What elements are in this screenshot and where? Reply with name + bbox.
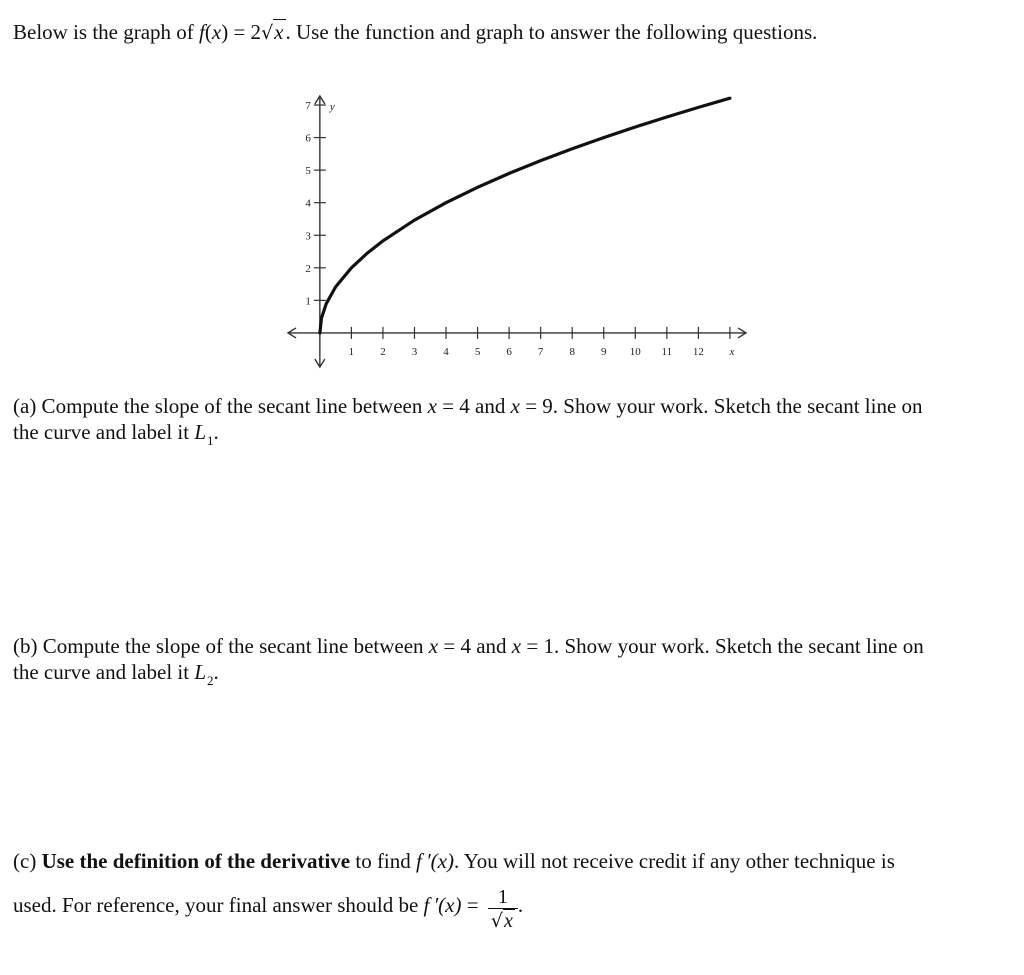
part-a-text: (a) Compute the slope of the secant line between	[13, 394, 428, 418]
y-tick-label: 5	[305, 165, 311, 178]
part-a-period: .	[213, 420, 219, 444]
function-paren-open: (	[204, 20, 212, 44]
function-graph	[282, 92, 752, 372]
sqrt-expression	[261, 19, 285, 46]
x-tick-label: 10	[629, 345, 641, 358]
part-b-var-2: x	[511, 634, 522, 658]
secant-label-L2: L	[194, 660, 207, 684]
derivative-symbol-2: f ′	[423, 893, 439, 917]
part-a-line-2	[13, 419, 219, 448]
intro-text-after: . Use the function and graph to answer the following questions.	[285, 20, 818, 44]
part-c-line-1	[13, 848, 895, 874]
x-tick-label: 6	[506, 345, 512, 358]
radical-icon: √	[490, 909, 503, 932]
answer-equals: =	[461, 893, 484, 917]
answer-period: .	[517, 893, 524, 917]
part-a-var-1: x	[427, 394, 437, 418]
denominator-radicand: x	[503, 909, 513, 932]
x-tick-label: 11	[661, 345, 673, 358]
part-a-eq-1: = 4 and	[436, 394, 511, 418]
part-c-bold-instruction: Use the definition of the derivative	[41, 849, 351, 873]
part-b-line-2	[13, 659, 219, 688]
part-b-text: (b) Compute the slope of the secant line between	[13, 634, 429, 658]
x-tick-label: 4	[443, 345, 449, 358]
derivative-symbol: f ′	[416, 849, 431, 873]
part-a-label-text: the curve and label it	[13, 420, 195, 444]
y-tick-label: 6	[305, 132, 311, 145]
part-c-mid: to find	[350, 849, 417, 873]
function-paren-close: )	[221, 20, 229, 44]
y-axis-label: y	[329, 101, 335, 113]
x-tick-label: 2	[380, 345, 386, 358]
part-b-eq-2: = 1. Show your work. Sketch the secant line on	[521, 634, 924, 658]
derivative-argument: (x)	[430, 849, 454, 873]
radicand: x	[274, 20, 284, 44]
axis-ticks	[314, 105, 730, 339]
secant-label-L1: L	[194, 420, 207, 444]
part-b-var-1: x	[428, 634, 439, 658]
part-b-line-1	[13, 633, 924, 659]
function-equals: = 2	[228, 20, 262, 44]
denominator-sqrt	[491, 909, 515, 933]
radical-icon: √	[261, 22, 274, 44]
intro-text-before: Below is the graph of	[13, 20, 200, 44]
part-a-line-1	[13, 393, 923, 419]
y-tick-label: 7	[305, 100, 311, 113]
function-name: f	[199, 20, 205, 44]
part-b-label-text: the curve and label it	[13, 660, 195, 684]
function-variable: x	[211, 20, 222, 44]
axes	[288, 96, 746, 367]
y-tick-label: 4	[305, 197, 311, 210]
secant-label-subscript-1: 1	[207, 433, 214, 448]
x-tick-label: 1	[348, 345, 355, 358]
intro-line	[13, 19, 817, 46]
x-tick-label: 8	[569, 345, 575, 358]
part-a-var-2: x	[510, 394, 520, 418]
part-c-text-after: . You will not receive credit if any other technique is	[453, 849, 895, 873]
answer-fraction	[488, 886, 518, 933]
tick-labels	[305, 100, 734, 358]
part-a-eq-2: = 9. Show your work. Sketch the secant line on	[519, 394, 923, 418]
secant-label-subscript-2: 2	[207, 673, 214, 688]
y-tick-label: 1	[305, 295, 311, 308]
fraction-numerator: 1	[497, 885, 508, 908]
part-c-line-2	[13, 880, 523, 931]
x-tick-label: 7	[537, 345, 544, 358]
x-tick-label: 9	[600, 345, 607, 358]
fraction-denominator	[488, 908, 518, 933]
x-tick-label: 3	[411, 345, 418, 358]
x-tick-label: 5	[474, 345, 481, 358]
derivative-argument-2: (x)	[438, 893, 462, 917]
y-tick-label: 3	[305, 230, 311, 243]
x-tick-label: 12	[692, 345, 704, 358]
part-c-reference-text: used. For reference, your final answer should be	[13, 893, 424, 917]
y-tick-label: 2	[305, 262, 311, 275]
part-c-prefix: (c)	[13, 849, 42, 873]
part-b-eq-1: = 4 and	[438, 634, 512, 658]
x-axis-label: x	[729, 345, 735, 358]
function-curve	[320, 98, 730, 333]
part-b-period: .	[213, 660, 219, 684]
